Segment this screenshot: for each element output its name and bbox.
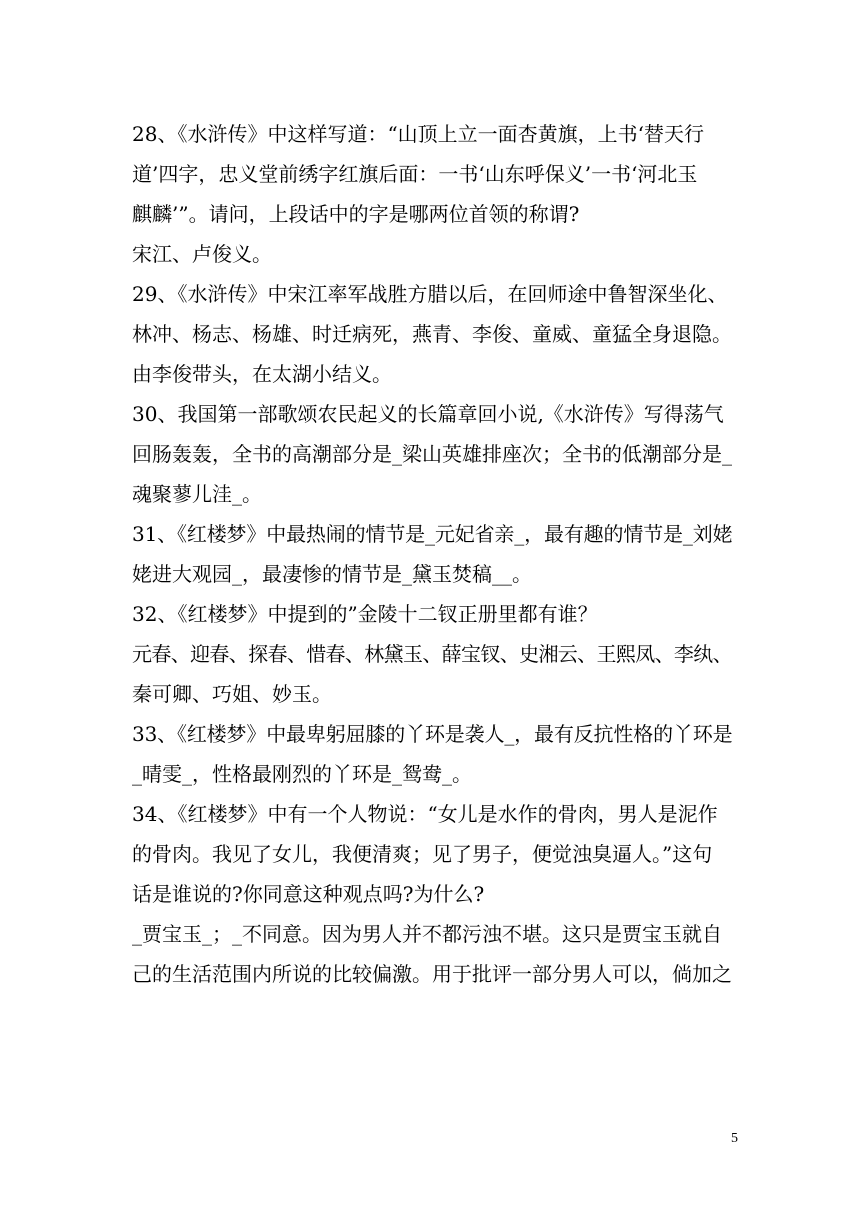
text-line: 道’四字，忠义堂前绣字红旗后面：一书‘山东呼保义’一书‘河北玉: [132, 162, 698, 186]
text-line: 33、《红楼梦》中最卑躬屈膝的丫环是袭人_，最有反抗性格的丫环是: [132, 722, 732, 746]
text-line: 回肠轰轰，全书的高潮部分是_梁山英雄排座次；全书的低潮部分是_: [132, 442, 732, 466]
text-line: 30、我国第一部歌颂农民起义的长篇章回小说,《水浒传》写得荡气: [132, 402, 724, 426]
text-line: 林冲、杨志、杨雄、时迁病死，燕青、李俊、童威、童猛全身退隐。: [132, 322, 732, 346]
text-line: 姥进大观园_，最凄惨的情节是_黛玉焚稿__。: [132, 562, 532, 586]
text-line: 元春、迎春、探春、惜春、林黛玉、薛宝钗、史湘云、王熙凤、李纨、: [132, 642, 732, 666]
text-line: 魂聚蓼儿洼_。: [132, 482, 262, 506]
text-line: _贾宝玉_；_不同意。因为男人并不都污浊不堪。这只是贾宝玉就自: [132, 922, 722, 946]
text-line: _晴雯_，性格最刚烈的丫环是_鸳鸯_。: [132, 762, 472, 786]
text-line: 28、《水浒传》中这样写道：“山顶上立一面杏黄旗，上书‘替天行: [132, 122, 705, 146]
document-body: [132, 114, 732, 994]
text-line: 由李俊带头，在太湖小结义。: [132, 362, 392, 386]
text-line: 己的生活范围内所说的比较偏激。用于批评一部分男人可以，倘加之: [132, 962, 732, 986]
text-line: 32、《红楼梦》中提到的”金陵十二钗正册里都有谁？: [132, 602, 598, 626]
text-line: 34、《红楼梦》中有一个人物说：“女儿是水作的骨肉，男人是泥作: [132, 802, 718, 826]
page-number: 5: [731, 1131, 738, 1146]
text-line: 话是谁说的?你同意这种观点吗?为什么?: [132, 882, 485, 906]
text-line: 秦可卿、巧姐、妙玉。: [132, 682, 332, 706]
text-line: 麒麟’”。请问，上段话中的字是哪两位首领的称谓?: [132, 202, 580, 226]
text-line: 宋江、卢俊义。: [132, 242, 272, 266]
text-line: 的骨肉。我见了女儿，我便清爽；见了男子，便觉浊臭逼人。”这句: [132, 842, 713, 866]
text-line: 29、《水浒传》中宋江率军战胜方腊以后，在回师途中鲁智深坐化、: [132, 282, 728, 306]
text-line: 31、《红楼梦》中最热闹的情节是_元妃省亲_，最有趣的情节是_刘姥: [132, 522, 732, 546]
